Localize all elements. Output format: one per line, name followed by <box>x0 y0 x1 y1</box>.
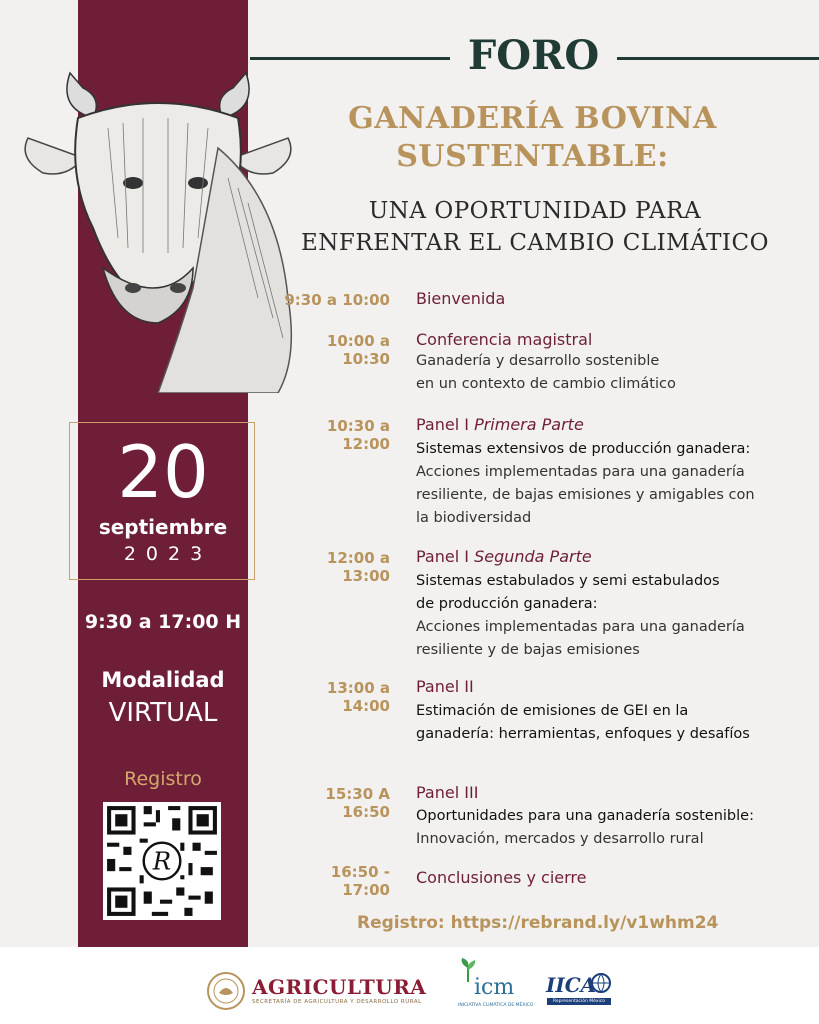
agenda-title: Panel III <box>416 783 479 802</box>
agenda-detail: Sistemas estabulados y semi estabulados <box>416 573 720 589</box>
panel-label: Panel I <box>416 415 475 434</box>
agenda-detail: la biodiversidad <box>416 510 532 526</box>
panel-part: Primera Parte <box>474 415 584 434</box>
iica-logo-subtitle: Representación México <box>547 998 611 1005</box>
title-rule-left <box>250 57 450 60</box>
event-month: septiembre <box>98 515 228 539</box>
qr-logo-letter: R <box>152 846 172 876</box>
registration-qr-code[interactable] <box>103 802 221 920</box>
icm-logo-subtitle: INICIATIVA CLIMÁTICA DE MÉXICO <box>458 1003 534 1008</box>
globe-icon <box>590 972 612 994</box>
agricultura-logo-text: AGRICULTURA <box>252 975 427 999</box>
title-rule-right <box>617 57 819 60</box>
agenda-detail: Estimación de emisiones de GEI en la <box>416 703 689 719</box>
agenda-detail: Sistemas extensivos de producción ganadera: <box>416 441 751 457</box>
iica-logo-text: IICA <box>546 973 597 997</box>
agenda-title: Panel II <box>416 677 474 696</box>
agenda-title: Conferencia magistral <box>416 330 593 349</box>
agenda-title: Conclusiones y cierre <box>416 868 587 887</box>
bull-illustration <box>8 38 308 393</box>
panel-part: Segunda Parte <box>474 547 592 566</box>
agenda-detail: Acciones implementadas para una ganadería <box>416 619 745 635</box>
agenda-detail: en un contexto de cambio climático <box>416 376 676 392</box>
agenda-time: 9:30 a 10:00 <box>284 291 390 309</box>
agenda-detail: Ganadería y desarrollo sostenible <box>416 353 660 369</box>
modality-label: Modalidad <box>101 668 225 692</box>
subtitle-line-2: ENFRENTAR EL CAMBIO CLIMÁTICO <box>301 230 769 256</box>
agenda-time: 13:00 a 14:00 <box>326 679 390 715</box>
agenda-detail: Acciones implementadas para una ganadería <box>416 464 745 480</box>
agenda-detail: resiliente, de bajas emisiones y amigables con <box>416 487 755 503</box>
agricultura-logo-subtitle: SECRETARÍA DE AGRICULTURA Y DESARROLLO RURAL <box>252 999 422 1005</box>
agenda-detail: Oportunidades para una ganadería sostenible: <box>416 808 754 824</box>
event-hours: 9:30 a 17:00 H <box>84 611 242 633</box>
agenda-time: 10:30 a 12:00 <box>326 417 390 453</box>
agenda-detail: resiliente y de bajas emisiones <box>416 642 640 658</box>
icm-logo-text: icm <box>474 975 515 1000</box>
agenda-detail: ganadería: herramientas, enfoques y desafíos <box>416 726 750 742</box>
agenda-detail: de producción ganadera: <box>416 596 598 612</box>
panel-label: Panel I <box>416 547 475 566</box>
modality-value: VIRTUAL <box>108 698 218 728</box>
agenda-time: 10:00 a 10:30 <box>326 332 390 368</box>
mexico-seal-icon <box>206 971 246 1011</box>
title-line-2: SUSTENTABLE: <box>396 139 669 174</box>
registro-link[interactable]: Registro: https://rebrand.ly/v1whm24 <box>357 913 719 933</box>
page-kicker: FORO <box>467 32 600 79</box>
subtitle-line-1: UNA OPORTUNIDAD PARA <box>368 198 702 224</box>
title-line-1: GANADERÍA BOVINA <box>348 101 717 136</box>
event-year: 2023 <box>123 543 213 565</box>
agenda-title: Bienvenida <box>416 289 506 308</box>
agenda-time: 15:30 A 16:50 <box>325 785 390 821</box>
agenda-title <box>416 415 584 434</box>
registro-label: Registro <box>124 768 202 790</box>
agenda-time: 12:00 a 13:00 <box>326 549 390 585</box>
agenda-time: 16:50 - 17:00 <box>330 863 390 899</box>
page-subtitle <box>270 195 800 259</box>
agenda-detail: Innovación, mercados y desarrollo rural <box>416 831 704 847</box>
page-title <box>300 100 765 176</box>
agenda-title <box>416 547 592 566</box>
event-day: 20 <box>117 430 209 514</box>
